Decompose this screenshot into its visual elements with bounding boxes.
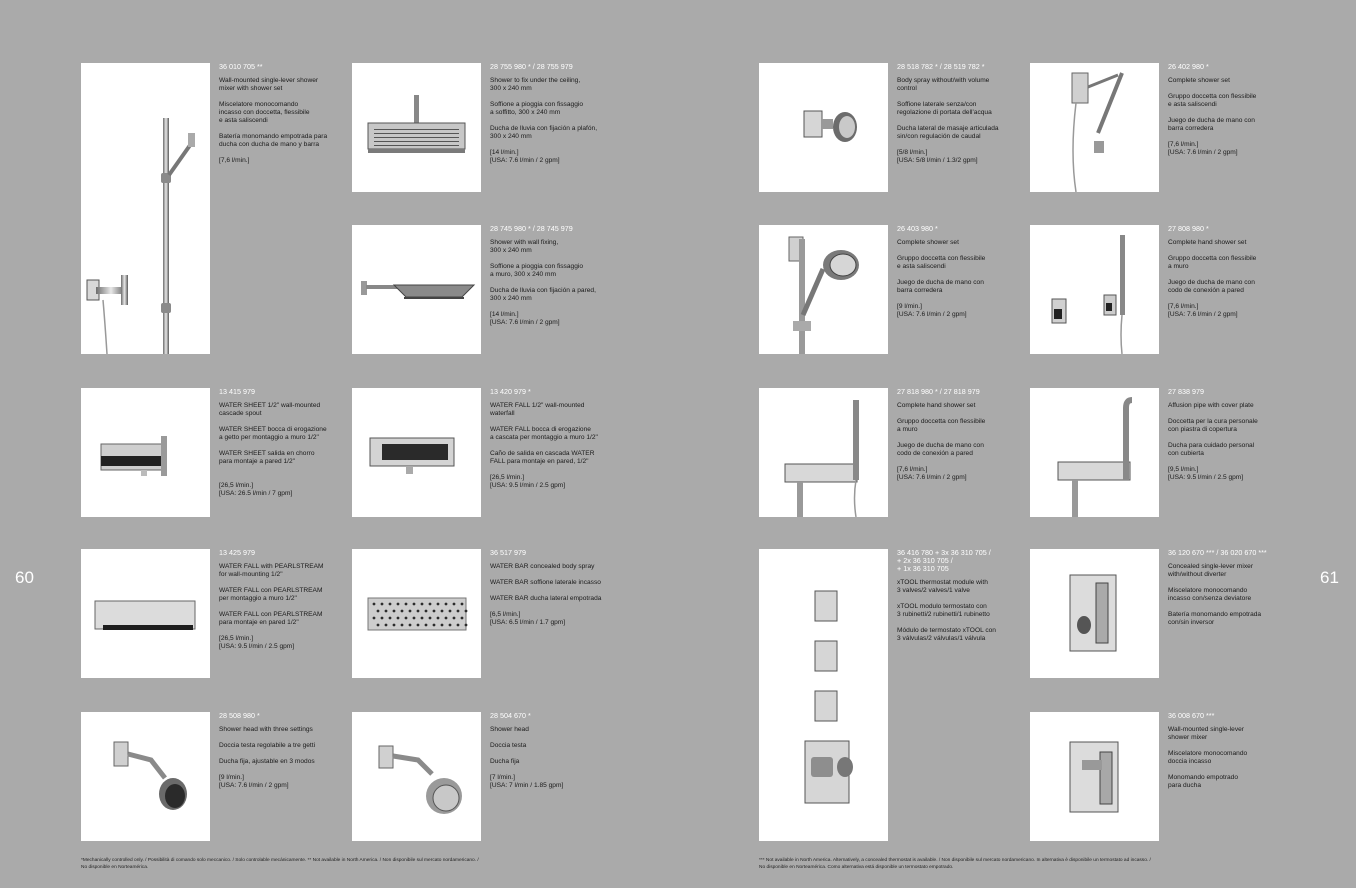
flow-rate: [14 l/min.] [USA: 7.6 l/min / 2 gpm] <box>490 311 560 326</box>
page-number-left: 60 <box>15 568 34 587</box>
product-image-body-spray <box>759 63 888 192</box>
description-it: Gruppo doccetta con flessibile e asta saliscendi <box>1168 93 1257 108</box>
flow-rate: [7,6 l/min.] <box>219 157 250 164</box>
description-it: Doccia testa <box>490 742 527 749</box>
description-it: Miscelatore monocomando doccia incasso <box>1168 750 1248 765</box>
footnote-left: *Mechanically controlled only. / Possibilità di comando solo meccanico. / Solo controlable mecánicamente. ** Not available in North America. / Non disponibile sul mercato nordamericano. / No disponible en Norteamérica. <box>81 858 479 870</box>
description-es: WATER SHEET salida en chorro para montaje a pared 1/2" <box>219 450 315 465</box>
description-es: Ducha para cuidado personal con cubierta <box>1168 442 1255 457</box>
product-code: 28 745 980 * / 28 745 979 <box>490 224 573 233</box>
description-en: Complete hand shower set <box>1168 239 1247 246</box>
product-image-wall-shower <box>352 225 481 354</box>
product-text-13-415-979 <box>219 388 347 506</box>
product-text-27-818-980 <box>897 388 1025 490</box>
product-image-complete-shower-set-26-403 <box>759 225 888 354</box>
flow-rate: [5/8 l/min.] [USA: 5/8 l/min / 1.3/2 gpm] <box>897 149 978 164</box>
product-code: 27 838 979 <box>1168 387 1204 396</box>
product-text-27-808-980 <box>1168 225 1296 327</box>
description-it: Gruppo doccetta con flessibile a muro <box>897 418 986 433</box>
flow-rate: [7,6 l/min.] [USA: 7.6 l/min / 2 gpm] <box>1168 303 1238 318</box>
description-en: Complete shower set <box>897 239 959 246</box>
description-es: Juego de ducha de mano con codo de conexión a pared <box>1168 279 1255 294</box>
description-en: Wall-mounted single-lever shower mixer <box>1168 726 1244 741</box>
flow-rate: [7,6 l/min.] [USA: 7.6 l/min / 2 gpm] <box>1168 141 1238 156</box>
description-it: Doccetta per la cura personale con piastra di copertura <box>1168 418 1258 433</box>
description-en: Shower with wall fixing, 300 x 240 mm <box>490 239 559 254</box>
footnote-right: *** Not available in North America. Alternatively, a concealed thermostat is available. / Non disponibile sul mercato nordamericano. In alternativa è disponibile un termostato ad incasso. / No disponible en Norteamérica. Como alternativa está disponible un termostato empotrado. <box>759 858 1151 870</box>
description-it: Miscelatore monocomando incasso con doccetta, flessibile e asta saliscendi <box>219 101 310 124</box>
product-text-28-745 <box>490 225 618 335</box>
product-text-28-518-782 <box>897 63 1025 173</box>
page-number-right: 61 <box>1320 568 1339 587</box>
product-image-xtool-thermostat <box>759 549 888 841</box>
description-en: Affusion pipe with cover plate <box>1168 402 1254 409</box>
product-code: 13 425 979 <box>219 548 255 557</box>
description-es: Ducha fija <box>490 758 520 765</box>
description-it: Soffione laterale senza/con regolazione di portata dell'acqua <box>897 101 992 116</box>
product-code: 28 755 980 * / 28 755 979 <box>490 62 573 71</box>
product-code: 27 818 980 * / 27 818 979 <box>897 387 980 396</box>
description-es: Ducha lateral de masaje articulada sin/con regulación de caudal <box>897 125 999 140</box>
description-es: Monomando empotrado para ducha <box>1168 774 1239 789</box>
description-it: Gruppo doccetta con flessibile e asta saliscendi <box>897 255 986 270</box>
product-image-water-bar <box>352 549 481 678</box>
description-en: WATER FALL with PEARLSTREAM for wall-mounting 1/2" <box>219 563 324 578</box>
description-es: WATER BAR ducha lateral empotrada <box>490 595 602 602</box>
product-image-shower-head-3-settings <box>81 712 210 841</box>
flow-rate: [6,5 l/min.] [USA: 6.5 l/min / 1.7 gpm] <box>490 611 566 626</box>
description-en: Complete shower set <box>1168 77 1230 84</box>
product-text-26-403-980 <box>897 225 1025 327</box>
description-en: Shower head with three settings <box>219 726 313 733</box>
product-image-ceiling-shower <box>352 63 481 192</box>
description-en: WATER SHEET 1/2" wall-mounted cascade spout <box>219 402 321 417</box>
product-code: 26 402 980 * <box>1168 62 1209 71</box>
flow-rate: [26,5 l/min.] [USA: 9.5 l/min / 2.5 gpm] <box>490 474 566 489</box>
product-text-28-504-670 <box>490 712 618 798</box>
product-image-water-fall <box>352 388 481 517</box>
description-en: Shower head <box>490 726 529 733</box>
product-text-36-010-705 <box>219 63 347 173</box>
description-it: WATER FALL bocca di erogazione a cascata per montaggio a muro 1/2" <box>490 426 598 441</box>
flow-rate: [7,6 l/min.] [USA: 7.6 l/min / 2 gpm] <box>897 466 967 481</box>
product-code: 28 518 782 * / 28 519 782 * <box>897 62 985 71</box>
product-code: 28 508 980 * <box>219 711 260 720</box>
product-code: 36 008 670 *** <box>1168 711 1215 720</box>
product-text-13-425-979 <box>219 549 347 659</box>
description-es: Módulo de termostato xTOOL con 3 válvulas/2 válvulas/1 válvula <box>897 627 996 642</box>
product-image-water-fall-pearlstream <box>81 549 210 678</box>
product-image-water-sheet <box>81 388 210 517</box>
description-en: Concealed single-lever mixer with/without diverter <box>1168 563 1254 578</box>
description-es: Batería monomando empotrada con/sin inversor <box>1168 611 1262 626</box>
product-text-13-420-979 <box>490 388 618 498</box>
description-en: Wall-mounted single-lever shower mixer with shower set <box>219 77 319 92</box>
description-it: WATER BAR soffione laterale incasso <box>490 579 601 586</box>
description-es: Juego de ducha de mano con codo de conexión a pared <box>897 442 984 457</box>
description-es: Ducha fija, ajustable en 3 modos <box>219 758 315 765</box>
description-es: Juego de ducha de mano con barra corredera <box>897 279 984 294</box>
description-it: WATER SHEET bocca di erogazione a getto per montaggio a muro 1/2" <box>219 426 327 441</box>
flow-rate: [14 l/min.] [USA: 7.6 l/min / 2 gpm] <box>490 149 560 164</box>
description-es: Caño de salida en cascada WATER FALL para montaje en pared, 1/2" <box>490 450 595 465</box>
product-image-concealed-mixer <box>1030 549 1159 678</box>
product-image-complete-shower-set-26-402 <box>1030 63 1159 192</box>
description-es: WATER FALL con PEARLSTREAM para montaje en pared 1/2" <box>219 611 323 626</box>
flow-rate: [7 l/min.] [USA: 7 l/min / 1.85 gpm] <box>490 774 564 789</box>
description-it: xTOOL modulo termostato con 3 rubinetti/2 rubinetti/1 rubinetto <box>897 603 990 618</box>
product-text-36-120-670 <box>1168 549 1296 635</box>
description-en: xTOOL thermostat module with 3 valves/2 valves/1 valve <box>897 579 988 594</box>
description-it: Soffione a pioggia con fissaggio a soffitto, 300 x 240 mm <box>490 101 583 116</box>
product-image-shower-head <box>352 712 481 841</box>
flow-rate: [9 l/min.] [USA: 7.6 l/min / 2 gpm] <box>219 774 289 789</box>
product-image-shower-mixer-set <box>81 63 210 354</box>
flow-rate: [26,5 l/min.] [USA: 26.5 l/min / 7 gpm] <box>219 482 293 497</box>
product-code: 13 420 979 * <box>490 387 531 396</box>
description-en: Shower to fix under the ceiling, 300 x 240 mm <box>490 77 581 92</box>
description-es: Batería monomando empotrada para ducha con ducha de mano y barra <box>219 133 328 148</box>
description-it: Doccia testa regolabile a tre getti <box>219 742 316 749</box>
description-es: Ducha de lluvia con fijación a pared, 300 x 240 mm <box>490 287 596 302</box>
product-text-27-838-979 <box>1168 388 1296 490</box>
description-en: Body spray without/with volume control <box>897 77 990 92</box>
description-it: Gruppo doccetta con flessibile a muro <box>1168 255 1257 270</box>
description-en: Complete hand shower set <box>897 402 976 409</box>
product-image-hand-shower-set-27-818 <box>759 388 888 517</box>
product-text-28-508-980 <box>219 712 347 798</box>
product-code: 27 808 980 * <box>1168 224 1209 233</box>
description-en: WATER FALL 1/2" wall-mounted waterfall <box>490 402 585 417</box>
description-it: Soffione a pioggia con fissaggio a muro, 300 x 240 mm <box>490 263 583 278</box>
product-code: 36 010 705 ** <box>219 62 263 71</box>
product-code: 26 403 980 * <box>897 224 938 233</box>
description-it: Miscelatore monocomando incasso con/senza deviatore <box>1168 587 1252 602</box>
product-text-36-416-780 <box>897 549 1025 651</box>
product-image-single-lever-mixer <box>1030 712 1159 841</box>
product-text-28-755 <box>490 63 618 173</box>
product-text-26-402-980 <box>1168 63 1296 165</box>
description-es: Juego de ducha de mano con barra corredera <box>1168 117 1255 132</box>
description-en: WATER BAR concealed body spray <box>490 563 595 570</box>
product-image-hand-shower-set-27-808 <box>1030 225 1159 354</box>
flow-rate: [26,5 l/min.] [USA: 9.5 l/min / 2.5 gpm] <box>219 635 295 650</box>
product-code: 36 416 780 + 3x 36 310 705 / + 2x 36 310 705 / + 1x 36 310 705 <box>897 548 991 573</box>
flow-rate: [9,5 l/min.] [USA: 9.5 l/min / 2.5 gpm] <box>1168 466 1244 481</box>
product-text-36-008-670 <box>1168 712 1296 798</box>
product-text-36-517-979 <box>490 549 618 635</box>
product-code: 36 120 670 *** / 36 020 670 *** <box>1168 548 1267 557</box>
product-image-affusion-pipe <box>1030 388 1159 517</box>
description-es: Ducha de lluvia con fijación a plafón, 300 x 240 mm <box>490 125 598 140</box>
product-code: 28 504 670 * <box>490 711 531 720</box>
flow-rate: [9 l/min.] [USA: 7.6 l/min / 2 gpm] <box>897 303 967 318</box>
product-code: 13 415 979 <box>219 387 255 396</box>
product-code: 36 517 979 <box>490 548 526 557</box>
description-it: WATER FALL con PEARLSTREAM per montaggio a muro 1/2" <box>219 587 323 602</box>
